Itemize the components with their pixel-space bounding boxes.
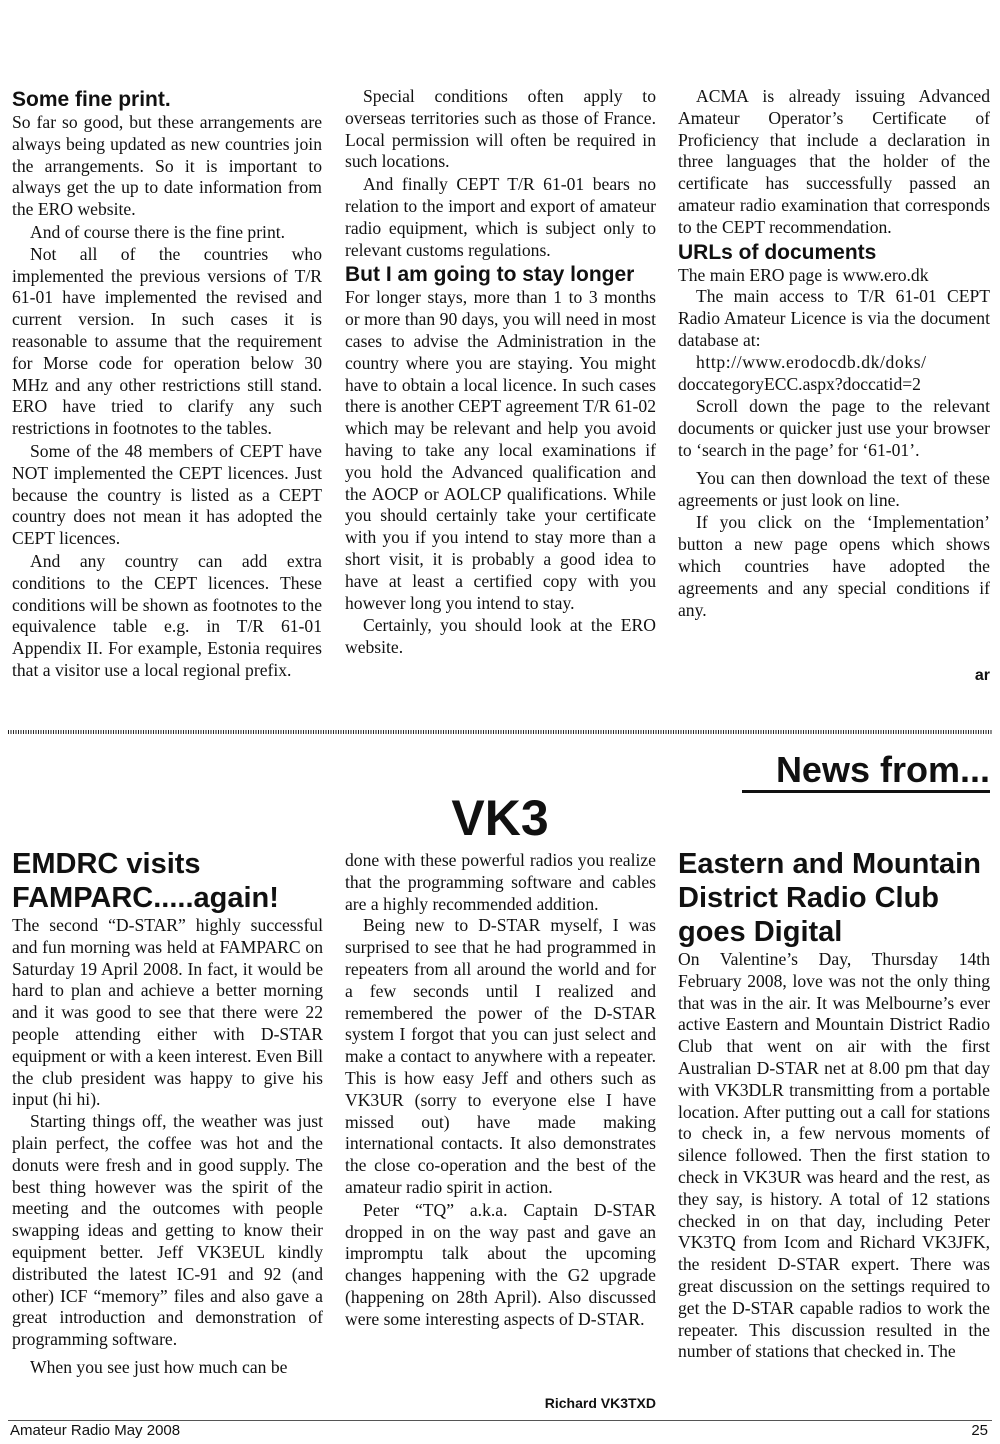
heading-urls-of-documents: URLs of documents <box>678 240 877 264</box>
paragraph: Being new to D-STAR myself, I was surprised to see that he had programmed in repeaters from all around the world and for a few seconds until I realized and remembered the power of the D-STAR system I forgot that you can just select and make a contact to anywhere with a repeater. This is how easy Jeff and others such as VK3UR (sorry to everyone else I have missed out) have made making international contacts. It also demonstrates the close co-operation and the best of the amateur radio spirit in action. <box>345 915 656 1197</box>
paragraph: Special conditions often apply to overseas territories such as those of France. Local permission will often be required in such locations. <box>345 86 656 172</box>
paragraph: Certainly, you should look at the ERO website. <box>345 615 656 658</box>
paragraph: Some of the 48 members of CEPT have NOT implemented the CEPT licences. Just because the country is listed as a CEPT country does not mean it has adopted the CEPT licences. <box>12 440 322 549</box>
section-divider <box>8 730 992 734</box>
footer-page-number: 25 <box>971 1422 988 1439</box>
paragraph: done with these powerful radios you realize that the programming software and cables are a highly recommended addition. <box>345 850 656 914</box>
heading-emdrc-visits: EMDRC visits FAMPARC.....again! <box>12 848 279 914</box>
paragraph: On Valentine’s Day, Thursday 14th February 2008, love was not the only thing that was in the air. It was Melbourne’s ever active Eastern and Mountain District Radio Club that went on air with the first Australian D-STAR net at 8.00 pm that day with VK3DLR transmitting from a portable location. After putting out a call for stations to check in, a few nervous moments of silence followed. Then the first station to check in VK3UR was heard and the rest, as they say, is history. A total of 12 stations checked in on that day, including Peter VK3TQ from Icom and Richard VK3JFK, the resident D-STAR expert. There was great discussion on the settings required to get the D-STAR capable radios to work the repeater. This discussion resulted in the number of stations that checked in. The <box>678 949 990 1362</box>
paragraph: The second “D-STAR” highly successful and fun morning was held at FAMPARC on Saturday 19 April 2008. In fact, it would be hard to plan and achieve a better morning and it was good to see that there were 22 people attending either with D-STAR equipment or with a keen interest. Even Bill the club president was happy to give his input (hi hi). <box>12 915 323 1110</box>
paragraph: So far so good, but these arrangements are always being updated as new countries join the arrangements. So it is important to always get the up to date information from the ERO website. <box>12 112 322 220</box>
footer-rule <box>8 1420 992 1421</box>
footer-publication: Amateur Radio May 2008 <box>10 1422 181 1439</box>
paragraph: Not all of the countries who implemented the previous versions of T/R 61-01 have implemented the revised and current version. In such cases it is reasonable to assume that the requirement for Morse code for operation below 30 MHz and any other restrictions still stand. ERO have tried to clarify any such restrictions in footnotes to the tables. <box>12 243 322 439</box>
paragraph: For longer stays, more than 1 to 3 months or more than 90 days, you will need in most cases to advise the Administration in the country where you are staying. You might have to obtain a local licence. In such cases there is another CEPT agreement T/R 61-02 which may be relevant and help you avoid having to take any local examinations if you hold the Advanced qualification and the AOCP or AOLCP qualifications. While you should certainly take your certificate with you if you intend to stay more than a short visit, it is probably a good idea to have at least a certified copy with you however long you intend to stay. <box>345 287 656 613</box>
news-column-2 <box>345 850 656 1331</box>
top-column-2 <box>345 86 656 659</box>
paragraph: When you see just how much can be <box>30 1356 288 1377</box>
top-column-3 <box>678 86 990 621</box>
url-line: doccategoryECC.aspx?doccatid=2 <box>678 373 921 394</box>
paragraph: Scroll down the page to the relevant documents or quicker just use your browser to ‘search in the page’ for ‘61-01’. <box>678 396 990 460</box>
paragraph: And any country can add extra conditions to the CEPT licences. These conditions will be shown as footnotes to the equivalence table e.g. in T/R 61-01 Appendix II. For example, Estonia requires that a visitor use a local regional prefix. <box>12 550 322 680</box>
heading-some-fine-print: Some fine print. <box>12 88 171 111</box>
paragraph: The main access to T/R 61-01 CEPT Radio Amateur Licence is via the document database at: <box>678 286 990 350</box>
signoff-ar: ar <box>974 667 990 684</box>
paragraph: And finally CEPT T/R 61-01 bears no relation to the import and export of amateur radio equipment, which is subject only to relevant customs regulations. <box>345 174 656 260</box>
heading-eastern-mountain: Eastern and Mountain District Radio Club goes Digital <box>678 848 981 948</box>
news-from-banner: News from... <box>775 749 990 790</box>
region-title: VK3 <box>451 790 549 846</box>
news-column-3 <box>678 847 990 1363</box>
paragraph: And of course there is the fine print. <box>30 221 286 242</box>
top-column-1 <box>12 86 322 682</box>
paragraph: ACMA is already issuing Advanced Amateur Operator’s Certificate of Proficiency that include a declaration in three languages that the holder of the certificate has successfully passed an amateur radio examination that corresponds to the CEPT recommendation. <box>678 86 990 237</box>
signoff-richard: Richard VK3TXD <box>544 1395 656 1411</box>
paragraph: The main ERO page is www.ero.dk <box>678 264 929 285</box>
paragraph: You can then download the text of these agreements or just look on line. <box>678 467 990 510</box>
url-line: http://www.erodocdb.dk/doks/ <box>696 351 927 372</box>
news-column-1 <box>12 847 323 1379</box>
paragraph: If you click on the ‘Implementation’ button a new page opens which shows which countries have adopted the agreements and any special conditions if any. <box>678 512 990 620</box>
paragraph: Peter “TQ” a.k.a. Captain D-STAR dropped in on the way past and gave an impromptu talk about the upcoming changes happening with the G2 upgrade (happening on 28th April). Also discussed were some interesting aspects of D-STAR. <box>345 1199 656 1329</box>
paragraph: Starting things off, the weather was just plain perfect, the coffee was hot and the donuts were fresh and in good supply. The best thing however was the spirit of the meeting and the outcomes with people swapping ideas and getting to know their equipment better. Jeff VK3EUL kindly distributed the latest IC-91 and 92 (and other) ICF “memory” files and also gave a great introduction and demonstration of programming software. <box>12 1111 323 1350</box>
heading-stay-longer: But I am going to stay longer <box>345 263 635 287</box>
